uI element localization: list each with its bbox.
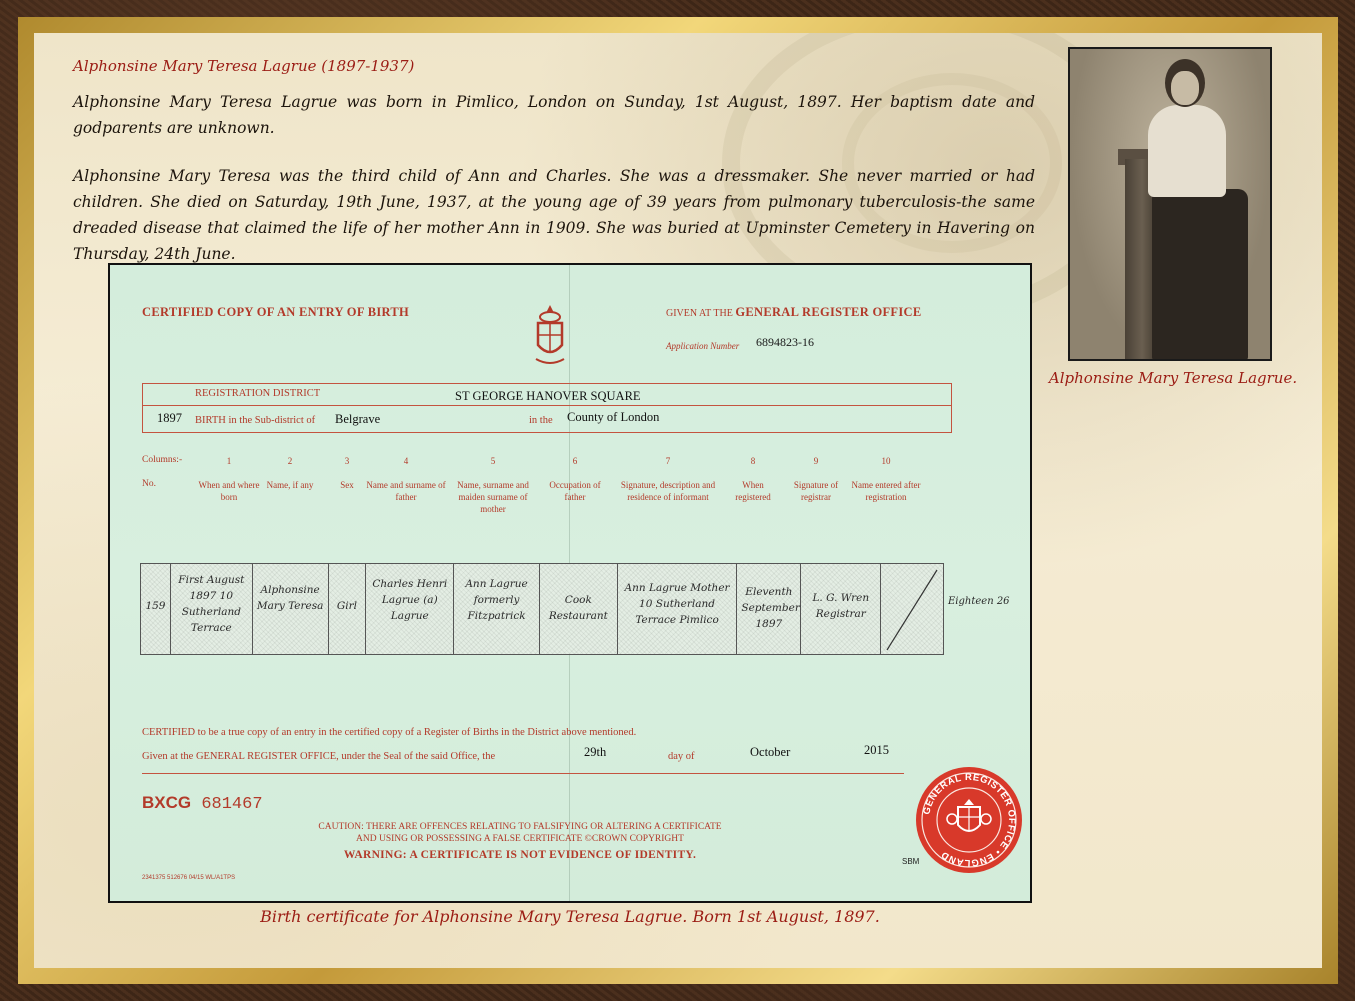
birth-certificate: [108, 263, 1032, 903]
entry-mother: Ann Lagrue formerly Fitzpatrick: [454, 564, 540, 654]
column-4-number: 4: [403, 456, 409, 466]
column-2-label: Name, if any: [266, 480, 314, 490]
entry-occupation: Cook Restaurant: [540, 564, 618, 654]
column-5-header: [452, 455, 534, 515]
entry-registrar: L. G. Wren Registrar: [801, 564, 881, 654]
strike-through-line: [885, 568, 939, 652]
figure-blouse: [1148, 105, 1226, 197]
column-2-header: [258, 455, 322, 491]
no-label: No.: [142, 479, 156, 489]
entry-number: 159: [141, 564, 171, 654]
column-10-header: [850, 455, 922, 503]
column-8-number: 8: [750, 456, 756, 466]
certified-statement: CERTIFIED to be a true copy of an entry in the certified copy of a Register of Births in the District above mentioned.: [142, 727, 637, 738]
application-number-label: Application Number: [666, 341, 740, 351]
column-6-label: Occupation of father: [549, 480, 601, 502]
portrait-photo: [1068, 47, 1272, 361]
column-5-label: Name, surname and maiden surname of mother: [457, 480, 529, 514]
general-register-office-seal-icon: [914, 765, 1024, 875]
entry-sex: Girl: [329, 564, 367, 654]
columns-label: Columns:-: [142, 455, 183, 465]
column-3-label: Sex: [340, 480, 354, 490]
column-6-header: [546, 455, 604, 503]
bio-paragraph-1: Alphonsine Mary Teresa Lagrue was born in Pimlico, London on Sunday, 1st August, 1897. Her baptism date and godparents are unknown.: [73, 93, 1035, 137]
entry-when-registered: Eleventh September 1897: [737, 564, 801, 654]
photo-caption: Alphonsine Mary Teresa Lagrue.: [1048, 369, 1298, 387]
column-3-header: [330, 455, 364, 491]
figure-skirt: [1152, 189, 1248, 361]
column-9-header: [788, 455, 844, 503]
column-1-number: 1: [226, 456, 232, 466]
caution-line-2: AND USING OR POSSESSING A FALSE CERTIFICATE ©CROWN COPYRIGHT: [356, 834, 684, 844]
given-prefix: GIVEN AT THE: [666, 308, 733, 319]
form-code: 2341375 512676 04/15 WL/A1TPS: [142, 875, 236, 881]
serial-number: 681467: [201, 795, 263, 814]
certificate-serial: [142, 793, 263, 814]
entry-after-registration: [881, 564, 943, 654]
issue-month: October: [750, 745, 791, 759]
column-10-number: 10: [881, 456, 891, 466]
parchment-page: [34, 33, 1322, 968]
certificate-title: CERTIFIED COPY OF AN ENTRY OF BIRTH: [142, 305, 410, 319]
entry-informant: Ann Lagrue Mother 10 Sutherland Terrace Pimlico: [618, 564, 738, 654]
application-number: 6894823-16: [756, 335, 814, 349]
column-10-label: Name entered after registration: [851, 480, 921, 502]
registration-box: [142, 383, 952, 433]
registration-year: 1897: [157, 411, 182, 425]
certificate-caption: Birth certificate for Alphonsine Mary Teresa Lagrue. Born 1st August, 1897.: [260, 907, 880, 926]
in-the-label: in the: [529, 415, 553, 426]
registration-district-label: REGISTRATION DISTRICT: [195, 388, 321, 399]
seal-text: GENERAL REGISTER OFFICE • ENGLAND: [921, 771, 1018, 869]
entry-father: Charles Henri Lagrue (a) Lagrue: [366, 564, 454, 654]
county-value: County of London: [567, 410, 660, 424]
issue-day: 29th: [584, 745, 607, 759]
column-2-number: 2: [287, 456, 293, 466]
entry-when-where: First August 1897 10 Sutherland Terrace: [171, 564, 253, 654]
column-8-header: [728, 455, 778, 503]
bio-paragraph-2: Alphonsine Mary Teresa was the third child of Ann and Charles. She was a dressmaker. She never married or had children. She died on Saturday, 19th June, 1937, at the young age of 39 years from pulmonary tuberculosis-the same dreaded disease that claimed the life of her mother Ann in 1909. She was buried at Upminster Cemetery in Havering on Thursday, 24th June.: [73, 167, 1035, 263]
day-of-label: day of: [668, 751, 695, 762]
column-7-header: [614, 455, 722, 503]
registration-district: ST GEORGE HANOVER SQUARE: [455, 389, 641, 403]
column-7-number: 7: [665, 456, 671, 466]
serial-prefix: BXCG: [142, 793, 192, 812]
bio-heading: Alphonsine Mary Teresa Lagrue (1897-1937): [73, 57, 415, 75]
column-4-label: Name and surname of father: [366, 480, 446, 502]
given-at-label: [666, 305, 921, 320]
column-9-label: Signature of registrar: [793, 480, 839, 502]
sbm-mark: SBM: [902, 857, 920, 866]
subdistrict-value: Belgrave: [335, 412, 381, 426]
gold-frame: [18, 17, 1338, 984]
figure-face: [1171, 71, 1199, 105]
register-entry-row: [140, 563, 944, 655]
identity-warning: WARNING: A CERTIFICATE IS NOT EVIDENCE OF IDENTITY.: [343, 849, 697, 861]
entry-name: Alphonsine Mary Teresa: [253, 564, 329, 654]
column-3-number: 3: [344, 456, 350, 466]
entry-margin-note: Eighteen 26: [948, 596, 1010, 607]
column-5-number: 5: [490, 456, 496, 466]
given-statement: Given at the GENERAL REGISTER OFFICE, under the Seal of the said Office, the: [142, 751, 496, 762]
column-1-header: [194, 455, 264, 503]
given-office: GENERAL REGISTER OFFICE: [735, 305, 922, 319]
column-7-label: Signature, description and residence of informant: [620, 480, 716, 502]
column-4-header: [366, 455, 446, 503]
column-8-label: When registered: [735, 480, 771, 502]
column-headers: [110, 455, 1030, 515]
caution-line-1: CAUTION: THERE ARE OFFENCES RELATING TO FALSIFYING OR ALTERING A CERTIFICATE: [318, 822, 722, 832]
given-underline: [142, 773, 904, 774]
issue-year: 2015: [864, 743, 889, 757]
column-6-number: 6: [572, 456, 578, 466]
column-9-number: 9: [813, 456, 819, 466]
subdistrict-label: BIRTH in the Sub-district of: [195, 415, 316, 426]
caution-notice: [300, 821, 740, 845]
registration-divider: [143, 405, 951, 406]
column-1-label: When and where born: [198, 480, 260, 502]
royal-crest-icon: [528, 301, 572, 369]
